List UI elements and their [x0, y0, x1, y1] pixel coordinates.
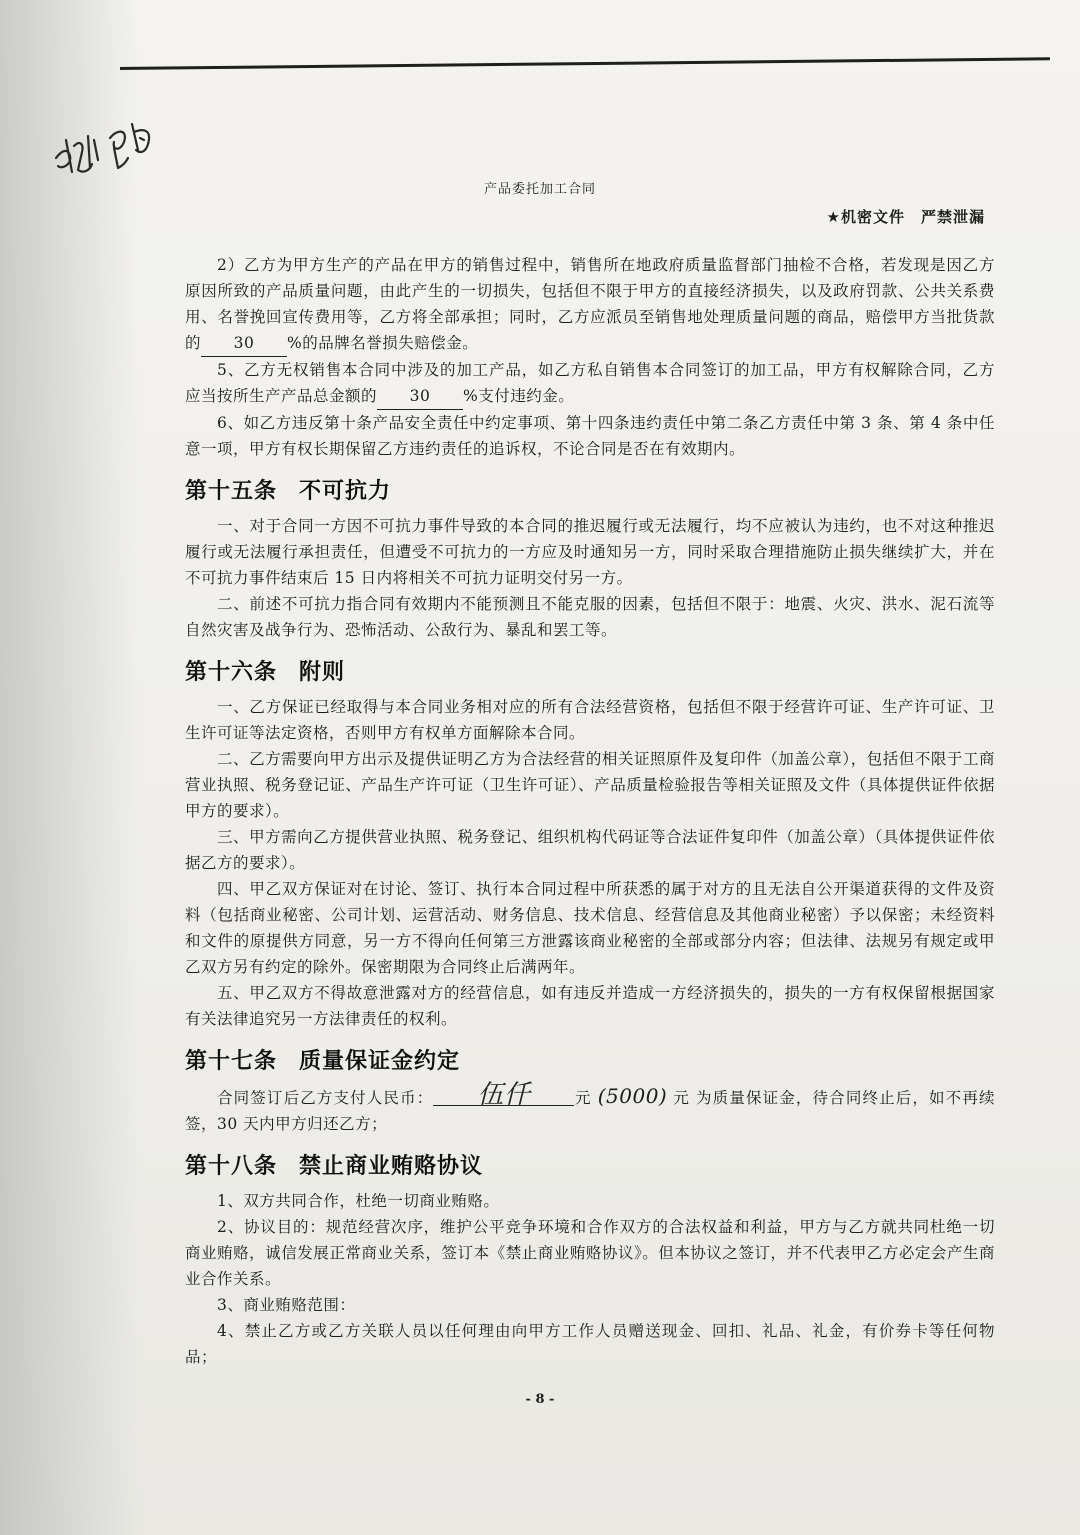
section-number: 第十六条 — [185, 660, 278, 685]
section-heading — [185, 1044, 995, 1075]
handwritten-number: (5000) — [597, 1084, 668, 1108]
paragraph-text: %的品牌名誉损失赔偿金。 — [287, 334, 479, 352]
section-number: 第十七条 — [185, 1049, 278, 1074]
paragraph: 五、甲乙双方不得故意泄露对方的经营信息，如有违反并造成一方经济损失的，损失的一方有权保留根据国家有关法律追究另一方法律责任的权利。 — [185, 984, 995, 1028]
document-body — [185, 252, 995, 1370]
page-fold-shadow — [0, 0, 140, 1535]
section-number: 第十五条 — [185, 479, 278, 504]
paragraph: 2、协议目的：规范经营次序，维护公平竞争环境和合作双方的合法权益和利益，甲方与乙方就共同杜绝一切商业贿赂，诚信发展正常商业关系，签订本《禁止商业贿赂协议》。但本协议之签订，并不代表甲乙方必定会产生商业合作关系。 — [185, 1218, 995, 1288]
paragraph-text: 合同签订后乙方支付人民币： — [217, 1089, 434, 1107]
deposit-paragraph — [185, 1080, 995, 1137]
paragraph — [185, 357, 995, 410]
paragraph: 三、甲方需向乙方提供营业执照、税务登记、组织机构代码证等合法证件复印件（加盖公章）（具体提供证件依据乙方的要求）。 — [185, 828, 995, 872]
paragraph: 四、甲乙双方保证对在讨论、签订、执行本合同过程中所获悉的属于对方的且无法自公开渠道获得的文件及资料（包括商业秘密、公司计划、运营活动、财务信息、技术信息、经营信息及其他商业秘密）予以保密；未经资料和文件的原提供方同意，另一方不得向任何第三方泄露该商业秘密的全部或部分内容；但法律、法规另有规定或甲乙双方另有约定的除外。保密期限为合同终止后满两年。 — [185, 880, 995, 976]
paragraph: 1、双方共同合作，杜绝一切商业贿赂。 — [217, 1192, 500, 1210]
section-title: 禁止商业贿赂协议 — [299, 1154, 484, 1179]
handwritten-amount: 伍仟 — [433, 1085, 574, 1106]
page-number: - 8 - — [525, 1392, 555, 1407]
confidential-label: ★机密文件 严禁泄漏 — [826, 208, 985, 226]
section-title: 质量保证金约定 — [299, 1049, 461, 1074]
header-rule — [120, 57, 1050, 70]
document-header-title: 产品委托加工合同 — [483, 182, 596, 197]
paragraph-text: 5、乙方无权销售本合同中涉及的加工产品，如乙方私自销售本合同签订的加工品，甲方有权解除合同，乙方应当按所生产产品总金额的 — [185, 361, 995, 405]
currency-unit: 元 — [574, 1089, 592, 1107]
paragraph-text: 2）乙方为甲方生产的产品在甲方的销售过程中，销售所在地政府质量监督部门抽检不合格，若发现是因乙方原因所致的产品质量问题，由此产生的一切损失，包括但不限于甲方的直接经济损失，以及政府罚款、公共关系费用、名誉挽回宣传费用等，乙方将全部承担；同时，乙方应派员至销售地处理质量问题的商品，赔偿甲方当批货款的 — [185, 256, 995, 352]
section-title: 不可抗力 — [299, 479, 392, 504]
paragraph: 一、对于合同一方因不可抗力事件导致的本合同的推迟履行或无法履行，均不应被认为违约，也不对这种推迟履行或无法履行承担责任，但遭受不可抗力的一方应及时通知另一方，同时采取合理措施防止损失继续扩大，并在不可抗力事件结束后 15 日内将相关不可抗力证明交付另一方。 — [185, 517, 995, 587]
fill-blank-value: 30 — [201, 330, 287, 357]
paragraph: 4、禁止乙方或乙方关联人员以任何理由向甲方工作人员赠送现金、回扣、礼品、礼金，有价券卡等任何物品； — [185, 1322, 995, 1366]
paragraph: 6、如乙方违反第十条产品安全责任中约定事项、第十四条违约责任中第二条乙方责任中第 3 条、第 4 条中任意一项，甲方有权长期保留乙方违约责任的追诉权，不论合同是否在有效期内。 — [185, 414, 995, 458]
paragraph-text: 元 为质量保证金，待合同终止后，如不再续签，30 天内甲方归还乙方； — [185, 1089, 995, 1133]
section-title: 附则 — [299, 660, 346, 685]
section-heading — [185, 474, 995, 505]
section-heading — [185, 1149, 995, 1180]
section-number: 第十八条 — [185, 1154, 278, 1179]
section-heading — [185, 655, 995, 686]
fill-blank-value: 30 — [377, 383, 463, 410]
paragraph: 3、商业贿赂范围： — [217, 1296, 356, 1314]
paragraph: 一、乙方保证已经取得与本合同业务相对应的所有合法经营资格，包括但不限于经营许可证、生产许可证、卫生许可证等法定资格，否则甲方有权单方面解除本合同。 — [185, 698, 995, 742]
paragraph: 二、前述不可抗力指合同有效期内不能预测且不能克服的因素，包括但不限于：地震、火灾、洪水、泥石流等自然灾害及战争行为、恐怖活动、公敌行为、暴乱和罢工等。 — [185, 595, 995, 639]
paragraph-text: %支付违约金。 — [463, 387, 575, 405]
paragraph — [185, 252, 995, 357]
paragraph: 二、乙方需要向甲方出示及提供证明乙方为合法经营的相关证照原件及复印件（加盖公章），包括但不限于工商营业执照、税务登记证、产品生产许可证（卫生许可证）、产品质量检验报告等相关证照及文件（具体提供证件依据甲方的要求）。 — [185, 750, 995, 820]
